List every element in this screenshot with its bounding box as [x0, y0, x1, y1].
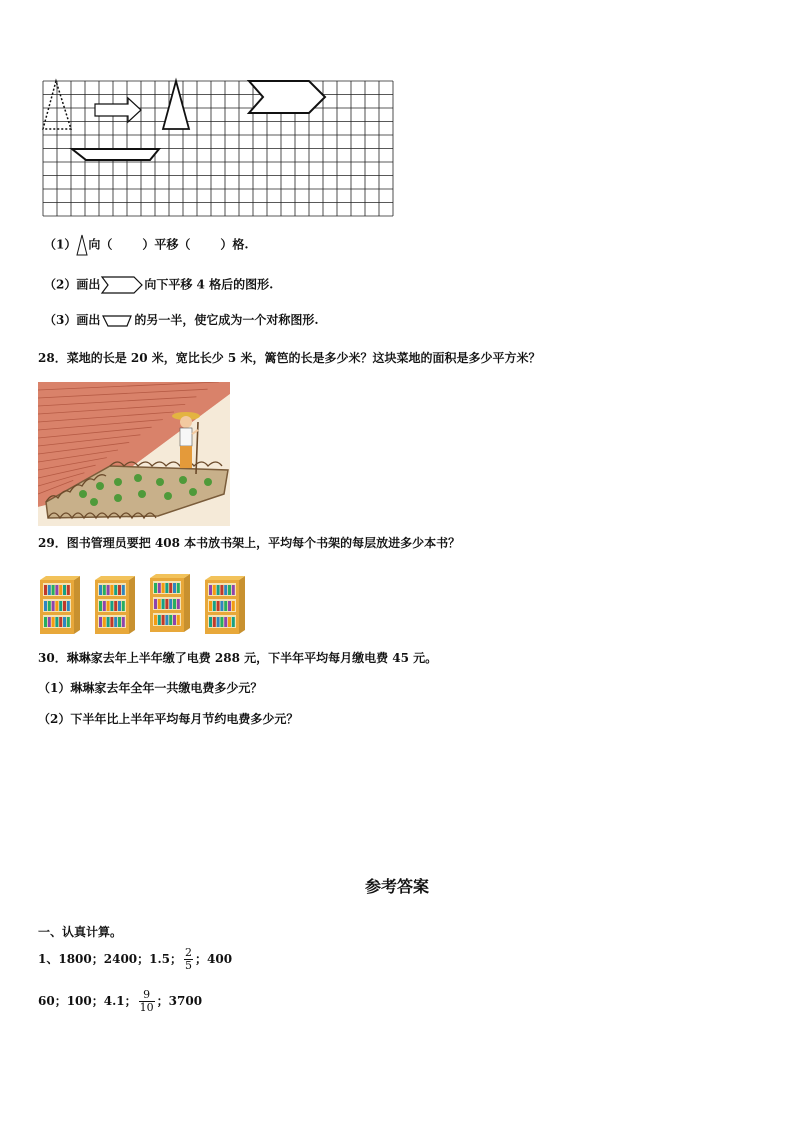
bookcase: [93, 574, 137, 634]
small-half-trapezoid-icon: [100, 313, 134, 329]
bookcase: [38, 574, 82, 634]
small-triangle-icon: [76, 234, 88, 256]
translation-grid-figure: [38, 76, 402, 220]
bookcase: [203, 574, 247, 634]
vegetable-garden-illustration: [38, 382, 230, 526]
answer-line-2: 60；100；4.1； $\frac{9}{10}$ ；3700: [38, 988, 203, 1014]
answer-line-1: 1、1800；2400；1.5； $\frac{2}{5}$ ；400: [38, 946, 233, 972]
q27-sub1: （1） 向（ ）平移（ ）格.: [44, 234, 249, 256]
fraction-2-5: $\frac{2}{5}$: [185, 946, 193, 972]
fraction-9-10: $\frac{9}{10}$: [139, 988, 154, 1014]
translation-arrow: [95, 98, 141, 122]
q30-text: 30．琳琳家去年上半年缴了电费 288 元，下半年平均每月缴电费 45 元。: [38, 651, 438, 665]
small-pentagon-icon: [100, 275, 144, 295]
answers-section-heading: 一、认真计算。: [38, 925, 123, 939]
pentagon-arrow-shape: [249, 81, 325, 113]
q29-text: 29．图书管理员要把 408 本书放书架上，平均每个书架的每层放进多少本书？: [38, 536, 461, 550]
bookcase: [148, 572, 192, 632]
solid-triangle: [163, 81, 189, 129]
q28-text: 28．菜地的长是 20 米，宽比长少 5 米，篱笆的长是多少米？这块菜地的面积是多少平方米？: [38, 351, 541, 365]
q27-sub3: （3）画出 的另一半，使它成为一个对称图形.: [44, 313, 319, 327]
answers-title: 参考答案: [364, 877, 429, 896]
q30-sub2: （2）下半年比上半年平均每月节约电费多少元？: [38, 712, 299, 726]
q27-sub2: （2）画出 向下平移 4 格后的图形.: [44, 275, 273, 295]
half-trapezoid-shape: [72, 149, 159, 160]
q30-sub1: （1）琳琳家去年全年一共缴电费多少元？: [38, 681, 263, 695]
bookcases-illustration: [38, 572, 258, 634]
